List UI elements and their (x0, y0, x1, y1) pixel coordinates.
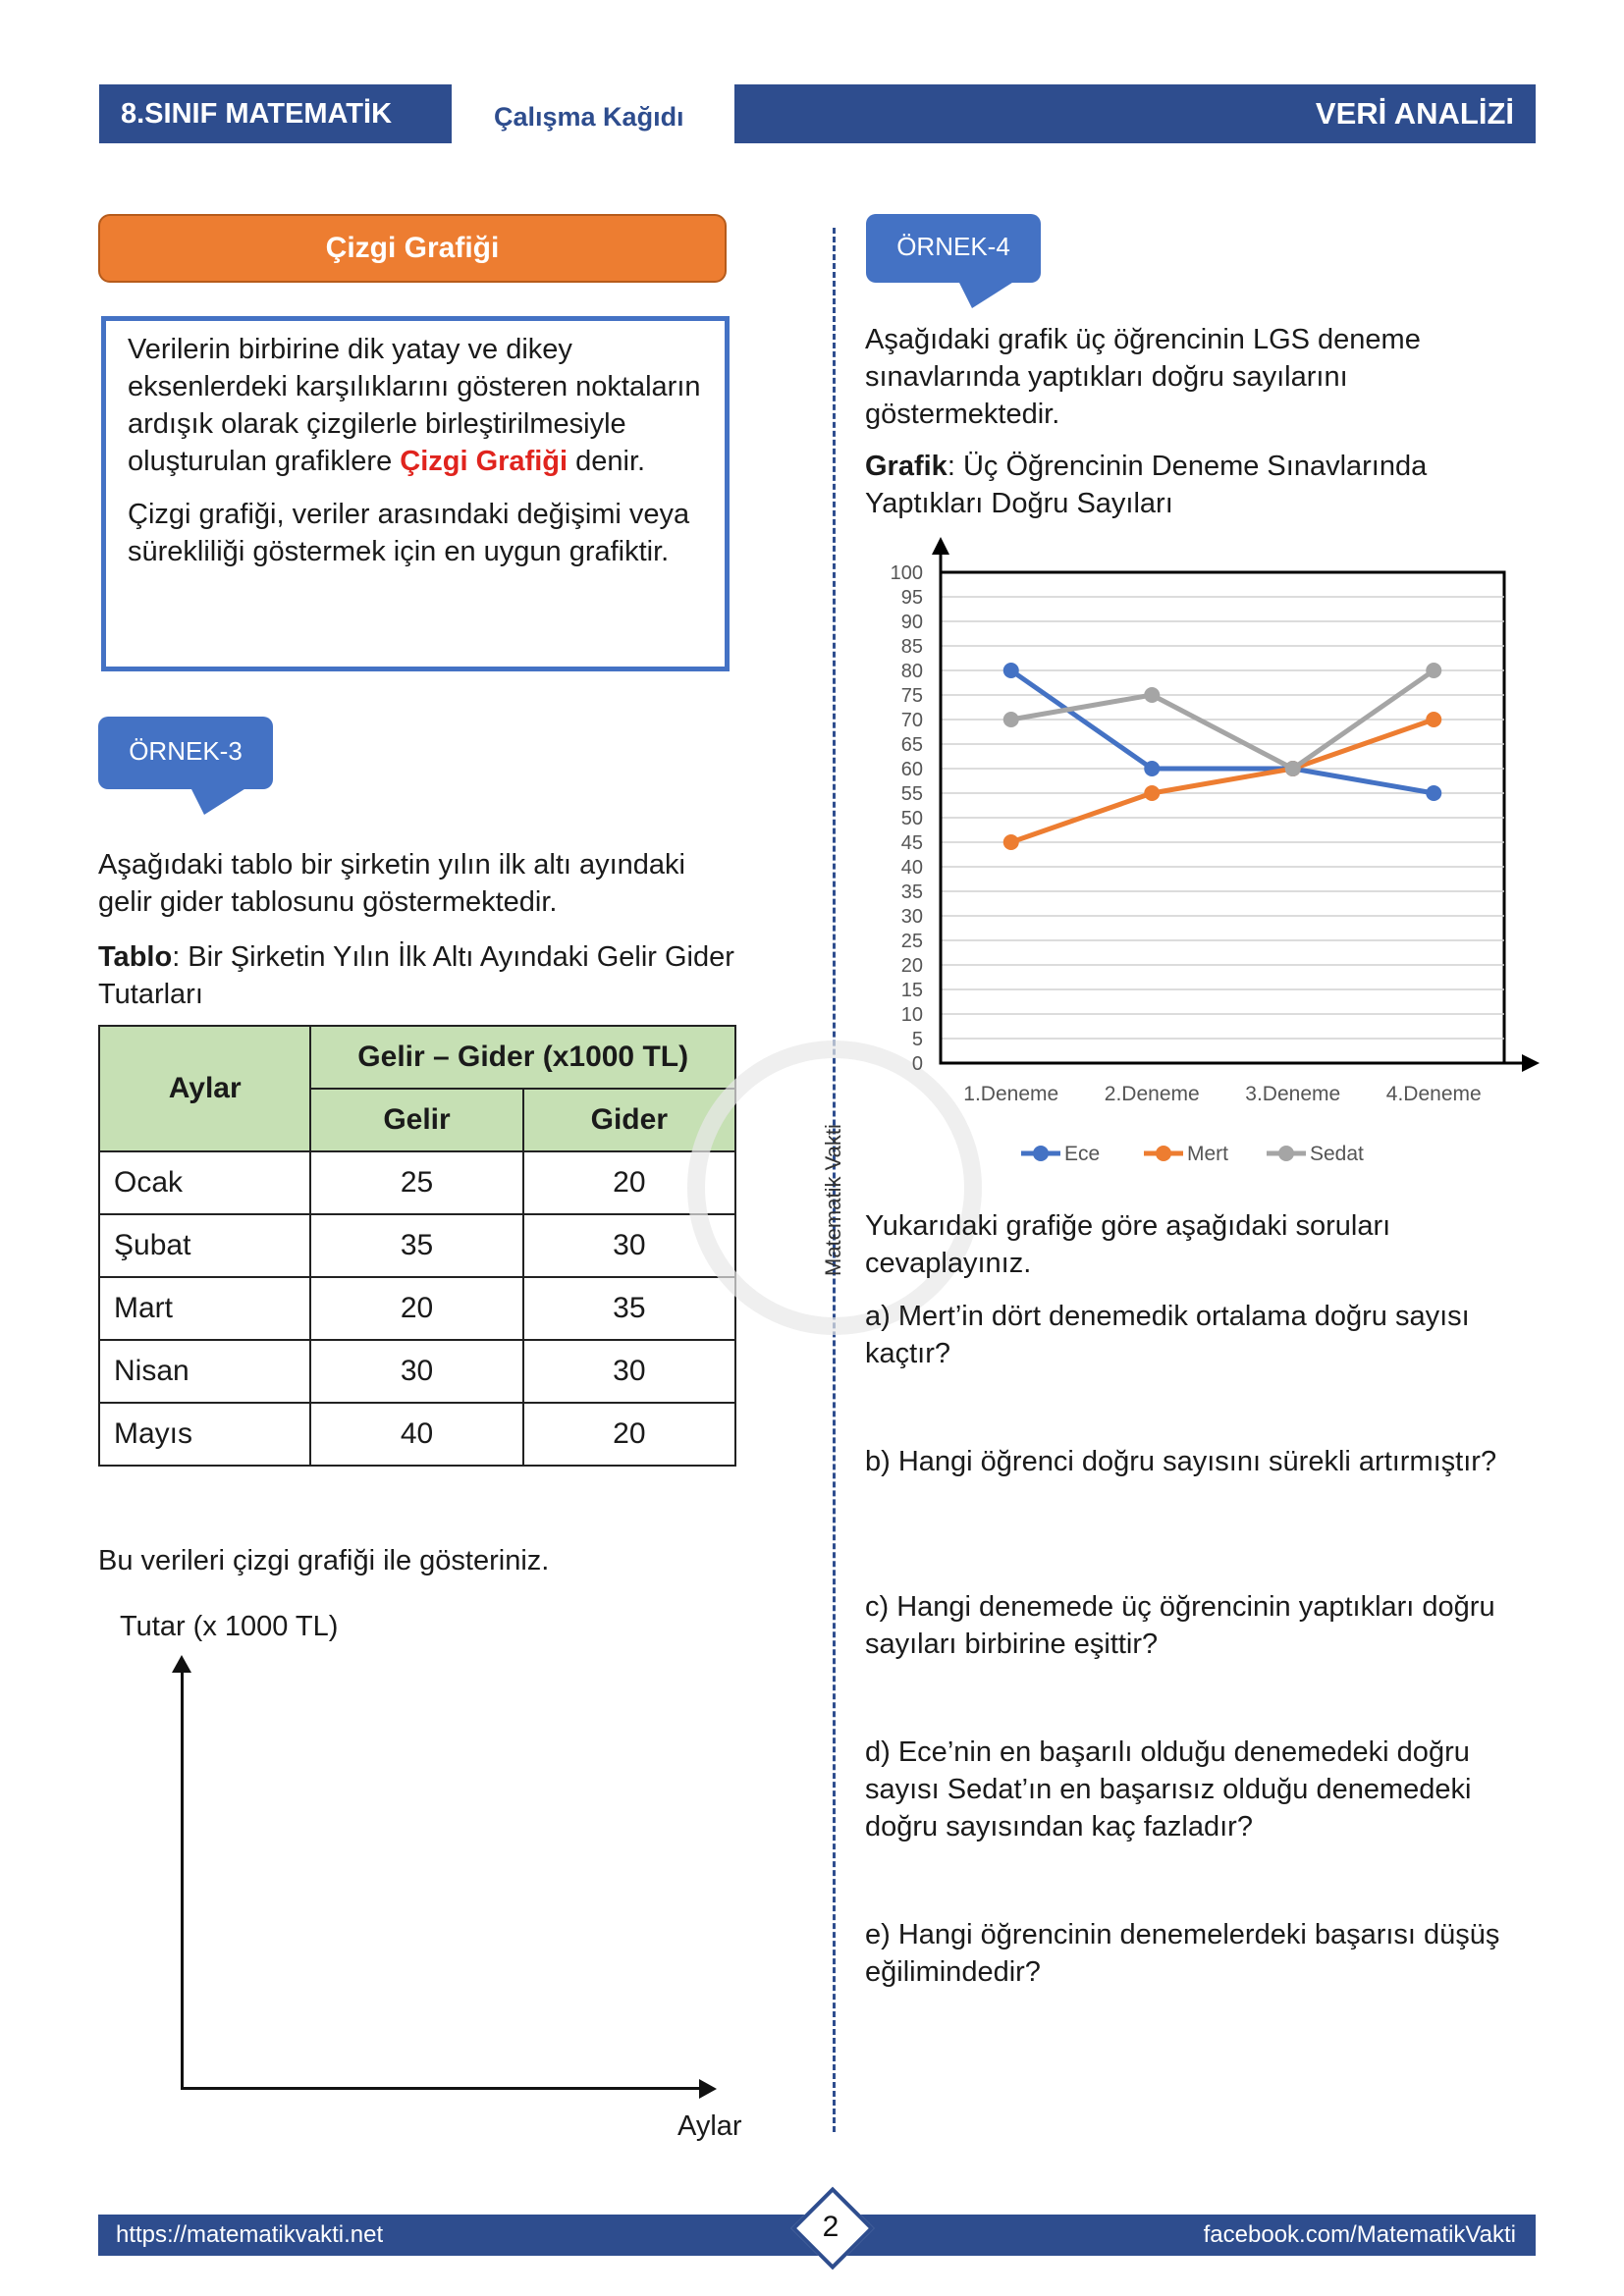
income-expense-table (98, 1025, 736, 1467)
question-d: d) Ece’nin en başarılı olduğu denemedeki doğru sayısı Sedat’ın en başarısız olduğu denemedeki doğru sayısından kaç fazladır? (865, 1736, 1472, 1842)
x-tick-label: 4.Deneme (1385, 1083, 1482, 1105)
definition-p2: Çizgi grafiği, veriler arasındaki değişimi veya sürekliliği göstermek için en uygun grafiktir. (128, 499, 690, 567)
table-caption (98, 938, 746, 1013)
legend-marker-ece (1033, 1146, 1049, 1161)
cell-income: 20 (310, 1277, 522, 1340)
cell-month: Mayıs (99, 1403, 310, 1466)
y-tick-label: 70 (900, 710, 923, 731)
legend-marker-mert (1156, 1146, 1171, 1161)
y-axis-arrow-icon (932, 537, 949, 555)
cell-income: 25 (310, 1151, 522, 1214)
data-point-sedat (1285, 761, 1301, 776)
data-point-sedat (1426, 663, 1441, 678)
line-chart (864, 535, 1551, 1173)
header-worksheet: Çalışma Kağıdı (494, 102, 684, 132)
example-4-bubble (866, 214, 1041, 283)
y-tick-label: 60 (900, 759, 923, 780)
y-tick-label: 30 (900, 906, 923, 928)
table-row (99, 1277, 735, 1340)
task-text: Bu verileri çizgi grafiği ile gösteriniz. (98, 1545, 550, 1576)
graph-caption (865, 448, 1533, 522)
graph-caption-text: : Üç Öğrencinin Deneme Sınavlarında Yaptıkları Doğru Sayıları (865, 451, 1428, 519)
drawing-y-axis-label: Tutar (x 1000 TL) (120, 1611, 339, 1642)
y-tick-label: 45 (900, 832, 923, 854)
cell-month: Şubat (99, 1214, 310, 1277)
data-point-mert (1426, 712, 1441, 727)
question-e: e) Hangi öğrencinin denemelerdeki başarısı düşüş eğilimindedir? (865, 1919, 1500, 1988)
legend-marker-sedat (1278, 1146, 1294, 1161)
cell-expense: 20 (523, 1403, 735, 1466)
data-point-mert (1144, 785, 1160, 801)
drawing-x-axis-label: Aylar (677, 2110, 742, 2142)
y-tick-label: 65 (900, 734, 923, 756)
example-3-label: ÖRNEK-3 (129, 736, 243, 766)
y-tick-label: 85 (900, 636, 923, 658)
questions-prompt: Yukarıdaki grafiğe göre aşağıdaki soruları cevaplayınız. (865, 1210, 1391, 1279)
data-point-ece (1003, 663, 1019, 678)
example-4-intro: Aşağıdaki grafik üç öğrencinin LGS deneme sınavlarında yaptıkları doğru sayılarını göstermektedir. (865, 324, 1421, 430)
data-point-mert (1003, 834, 1019, 850)
arrow-right-icon (699, 2079, 717, 2099)
x-axis-arrow-icon (1522, 1054, 1540, 1072)
question-c: c) Hangi denemede üç öğrencinin yaptıkları doğru sayıları birbirine eşittir? (865, 1591, 1495, 1660)
legend-label: Mert (1187, 1143, 1228, 1165)
y-tick-label: 35 (900, 881, 923, 903)
definition-p1-start: Verilerin birbirine dik yatay ve dikey eksenlerdeki karşılıklarını gösteren noktaların ardışık olarak çizgilerle birleştirilmesiyle oluşturulan grafiklere (128, 334, 701, 477)
y-tick-label: 40 (900, 857, 923, 879)
cell-month: Ocak (99, 1151, 310, 1214)
table-header-expense: Gider (523, 1089, 735, 1151)
header-topic: VERİ ANALİZİ (734, 84, 1536, 143)
data-point-sedat (1144, 687, 1160, 703)
example-3-intro: Aşağıdaki tablo bir şirketin yılın ilk altı ayındaki gelir gider tablosunu göstermektedir. (98, 849, 685, 918)
table-header-month: Aylar (99, 1026, 310, 1151)
y-tick-label: 90 (900, 612, 923, 633)
footer-website-link[interactable]: https://matematikvakti.net (116, 2221, 384, 2248)
cell-income: 30 (310, 1340, 522, 1403)
footer-facebook-link[interactable]: facebook.com/MatematikVakti (1203, 2221, 1516, 2248)
bubble-tail (958, 281, 1015, 308)
graph-caption-bold: Grafik (865, 451, 947, 482)
y-tick-label: 100 (890, 562, 923, 584)
definition-p1-end: denir. (575, 446, 646, 477)
data-point-ece (1144, 761, 1160, 776)
y-tick-label: 5 (911, 1029, 923, 1050)
data-point-sedat (1003, 712, 1019, 727)
example-4-label: ÖRNEK-4 (896, 232, 1010, 261)
cell-income: 40 (310, 1403, 522, 1466)
table-caption-text: : Bir Şirketin Yılın İlk Altı Ayındaki Gelir Gider Tutarları (98, 941, 734, 1010)
y-tick-label: 0 (911, 1053, 923, 1075)
example-3-bubble (98, 717, 273, 789)
cell-month: Mart (99, 1277, 310, 1340)
table-row (99, 1214, 735, 1277)
watermark-text: Matematik Vakti (821, 1124, 845, 1276)
data-point-ece (1426, 785, 1441, 801)
drawing-y-axis (181, 1669, 184, 2089)
definition-highlight: Çizgi Grafiği (400, 446, 568, 477)
table-row (99, 1340, 735, 1403)
page-number: 2 (822, 2211, 839, 2243)
y-tick-label: 20 (900, 955, 923, 977)
y-tick-label: 15 (900, 980, 923, 1001)
y-tick-label: 50 (900, 808, 923, 829)
cell-income: 35 (310, 1214, 522, 1277)
question-a: a) Mert’in dört denemedik ortalama doğru sayısı kaçtır? (865, 1301, 1470, 1369)
y-tick-label: 10 (900, 1004, 923, 1026)
question-b: b) Hangi öğrenci doğru sayısını sürekli artırmıştır? (865, 1446, 1497, 1477)
x-tick-label: 3.Deneme (1245, 1083, 1341, 1105)
definition-p1 (128, 331, 705, 480)
cell-expense: 30 (523, 1340, 735, 1403)
section-title: Çizgi Grafiği (98, 214, 727, 283)
table-row (99, 1403, 735, 1466)
table-header-income: Gelir (310, 1089, 522, 1151)
drawing-x-axis (181, 2087, 701, 2090)
cell-expense: 20 (523, 1151, 735, 1214)
y-tick-label: 80 (900, 661, 923, 682)
definition-box (101, 316, 730, 671)
table-header-group: Gelir – Gider (x1000 TL) (310, 1026, 735, 1089)
x-tick-label: 1.Deneme (963, 1083, 1059, 1105)
x-tick-label: 2.Deneme (1104, 1083, 1200, 1105)
table-row (99, 1151, 735, 1214)
bubble-tail (190, 787, 247, 815)
table-caption-bold: Tablo (98, 941, 173, 973)
cell-expense: 35 (523, 1277, 735, 1340)
cell-month: Nisan (99, 1340, 310, 1403)
header-subject: 8.SINIF MATEMATİK (99, 84, 452, 143)
y-tick-label: 55 (900, 783, 923, 805)
legend-label: Ece (1064, 1143, 1101, 1165)
y-tick-label: 25 (900, 931, 923, 952)
arrow-up-icon (172, 1655, 191, 1673)
cell-expense: 30 (523, 1214, 735, 1277)
y-tick-label: 75 (900, 685, 923, 707)
legend-label: Sedat (1310, 1143, 1364, 1165)
y-tick-label: 95 (900, 587, 923, 609)
